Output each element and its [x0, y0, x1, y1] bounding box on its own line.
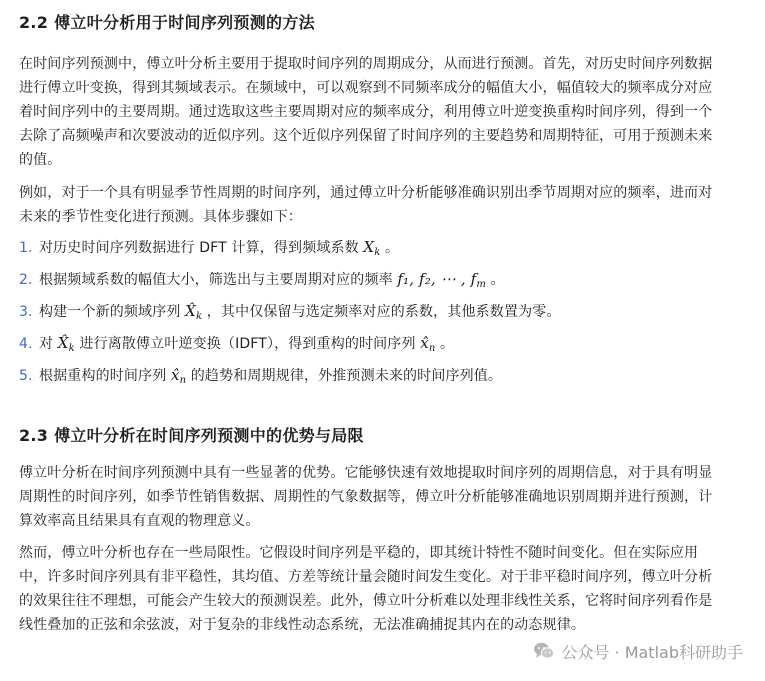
watermark-text: 公众号 · Matlab科研助手	[561, 642, 743, 662]
step-text-middle: 进行离散傅立叶逆变换（IDFT），得到重构的时间序列	[74, 336, 421, 352]
wechat-icon	[533, 641, 555, 661]
list-item-step-4	[19, 331, 739, 363]
step-number: 2.	[19, 272, 33, 288]
paragraph-method: 在时间序列预测中，傅立叶分析主要用于提取时间序列的周期成分，从而进行预测。首先，对历史时间序列数据进行傅立叶变换，得到其频域表示。在频域中，可以观察到不同频率成分的幅值大小，幅值较大的频率成分对应着时间序列中的主要周期。通过选取这些主要周期对应的频率成分，利用傅立叶逆变换重构时间序列，得到一个去除了高频噪声和次要波动的近似序列。这个近似序列保留了时间序列的主要趋势和周期特征，可用于预测未来的值。	[19, 56, 713, 168]
math-expression: $X_k$	[363, 238, 381, 258]
list-item-step-3	[19, 299, 739, 331]
paragraph-advantages: 傅立叶分析在时间序列预测中具有一些显著的优势。它能够快速有效地提取时间序列的周期信息，对于具有明显周期性的时间序列，如季节性销售数据、周期性的气象数据等，傅立叶分析能够准确地识别周期并进行预测，计算效率高且结果具有直观的物理意义。	[19, 465, 713, 529]
step-text: 对历史时间序列数据进行 DFT 计算，得到频域系数	[39, 240, 364, 256]
math-expression: $x̂_n$	[170, 366, 187, 386]
step-number: 3.	[19, 304, 33, 320]
watermark	[533, 639, 743, 663]
paragraph-limitations: 然而，傅立叶分析也存在一些局限性。它假设时间序列是平稳的，即其统计特性不随时间变化。但在实际应用中，许多时间序列具有非平稳性，其均值、方差等统计量会随时间发生变化。对于非平稳时间序列，傅立叶分析的效果往往不理想，可能会产生较大的预测误差。此外，傅立叶分析难以处理非线性关系，它将时间序列看作是线性叠加的正弦和余弦波，对于复杂的非线性动态系统，无法准确捕捉其内在的动态规律。	[19, 545, 713, 633]
step-text: 构建一个新的频域序列	[39, 304, 186, 320]
list-item-step-2	[19, 267, 739, 299]
step-text-tail: 。	[435, 336, 455, 352]
section-heading-2-2: 2.2 傅立叶分析用于时间序列预测的方法	[19, 13, 315, 32]
section-heading-2-3: 2.3 傅立叶分析在时间序列预测中的优势与局限	[19, 426, 364, 445]
step-number: 4.	[19, 336, 33, 352]
step-text: 根据重构的时间序列	[39, 368, 171, 384]
step-text-tail: 。	[380, 240, 400, 256]
math-expression: $X̂_k$	[57, 334, 75, 354]
list-item-step-1	[19, 235, 739, 267]
math-expression: f₁, f₂, ⋯ , $f_m$	[397, 270, 487, 290]
math-expression: $X̂_k$	[185, 302, 203, 322]
step-text-tail: 的趋势和周期规律，外推预测未来的时间序列值。	[186, 368, 503, 384]
steps-list	[19, 235, 739, 395]
math-expression: $x̂_n$	[420, 334, 436, 354]
step-number: 1.	[19, 240, 33, 256]
step-text: 对	[39, 336, 58, 352]
step-text-tail: 。	[486, 272, 505, 288]
step-text-tail: ，其中仅保留与选定频率对应的系数，其他系数置为零。	[202, 304, 561, 320]
step-text: 根据频域系数的幅值大小，筛选出与主要周期对应的频率	[39, 272, 398, 288]
step-number: 5.	[19, 368, 33, 384]
paragraph-example: 例如，对于一个具有明显季节性周期的时间序列，通过傅立叶分析能够准确识别出季节周期对应的频率，进而对未来的季节性变化进行预测。具体步骤如下：	[19, 185, 713, 225]
list-item-step-5	[19, 363, 739, 395]
